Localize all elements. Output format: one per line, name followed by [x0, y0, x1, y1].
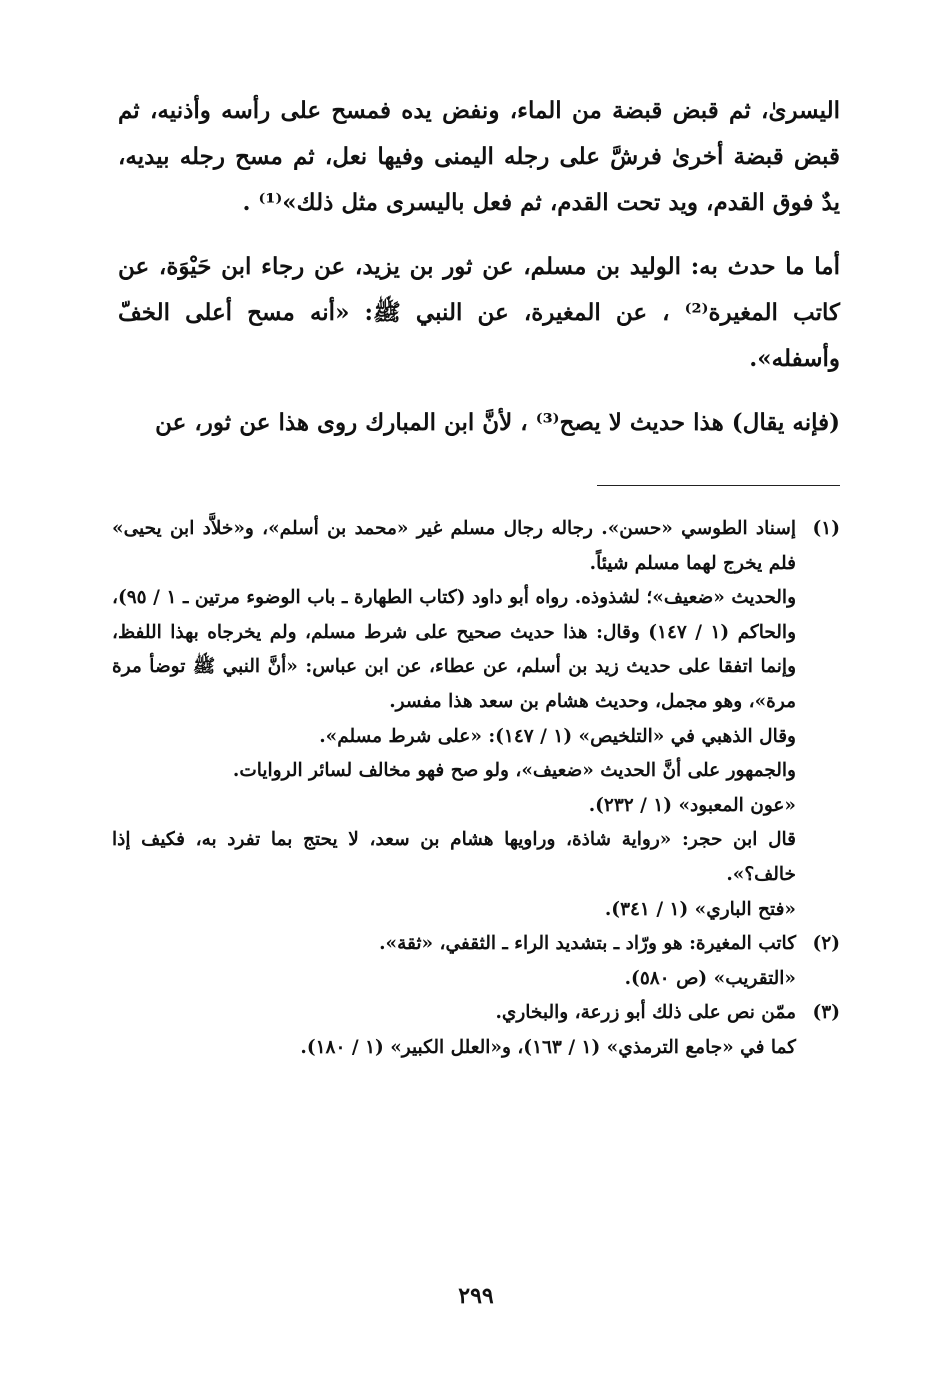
footnote-3 [112, 996, 840, 1065]
footnote-line: قال ابن حجر: «رواية شاذة، وراويها هشام بن سعد، لا يحتج بما تفرد به، فكيف إذا خالف؟». [112, 829, 796, 885]
footnote-1 [112, 512, 840, 927]
footnote-number: (٣) [812, 1002, 840, 1024]
footnote-line: «فتح الباري» (١ / ٣٤١). [604, 898, 796, 920]
footnote-line: كاتب المغيرة: هو ورّاد ـ بتشديد الراء ـ الثقفي، «ثقة». [379, 933, 796, 955]
footnote-separator [597, 485, 840, 486]
footnote-line: كما في «جامع الترمذي» (١ / ١٦٣)، و«العلل الكبير» (١ / ١٨٠). [300, 1036, 796, 1058]
page-number: ٢٩٩ [458, 1283, 494, 1309]
footnote-line: والجمهور على أنَّ الحديث «ضعيف»، ولو صح فهو مخالف لسائر الروايات. [232, 760, 796, 782]
footnote-line: «التقريب» (ص ٥٨٠). [624, 967, 796, 989]
footnote-line: والحديث «ضعيف»؛ لشذوذه. رواه أبو داود (كتاب الطهارة ـ باب الوضوء مرتين ـ ١ / ٩٥)، والحاكم (١ / ١٤٧) وقال: هذا حديث صحيح على شرط مسلم، ولم يخرجاه بهذا اللفظ، وإنما اتفقا على حديث زيد بن أسلم، عن عطاء، عن ابن عباس: «أنَّ النبي ﷺ توضأ مرة مرة»، وهو مجمل، وحديث هشام بن سعد هذا مفسر. [112, 587, 797, 712]
footnotes [112, 512, 840, 1066]
footnote-line: وقال الذهبي في «التلخيص» (١ / ١٤٧): «على شرط مسلم». [319, 725, 796, 747]
footnote-line: ممّن نص على ذلك أبو زرعة، والبخاري. [495, 1002, 796, 1024]
main-text [118, 88, 840, 464]
main-paragraph-2: أما ما حدث به: الوليد بن مسلم، عن ثور بن يزيد، عن رجاء ابن حَيْوَة، عن كاتب المغيرة⁽²⁾ ، عن المغيرة، عن النبي ﷺ: «أنه مسح أعلى الخفّ وأسفله». [118, 253, 840, 372]
footnote-body [112, 996, 796, 1065]
main-paragraph-3: (فإنه يقال) هذا حديث لا يصح⁽³⁾ ، لأنَّ ابن المبارك روى هذا عن ثور، عن [155, 409, 840, 436]
footnote-body [112, 512, 796, 927]
footnote-line: إسناد الطوسي «حسن». رجاله رجال مسلم غير «محمد بن أسلم»، و«خلاَّد ابن يحيى» فلم يخرج لهما مسلم شيئاً. [112, 518, 796, 574]
footnote-body [112, 927, 796, 996]
footnote-line: «عون المعبود» (١ / ٢٣٢). [588, 794, 796, 816]
footnote-number: (١) [812, 518, 840, 539]
footnote-number: (٢) [812, 933, 840, 955]
footnote-2 [112, 927, 840, 996]
main-paragraph-1: اليسرىٰ، ثم قبض قبضة من الماء، ونفض يده فمسح على رأسه وأذنيه، ثم قبض قبضة أخرىٰ فرشَّ على رجله اليمنى وفيها نعل، ثم مسح رجله بيديه، يدٌ فوق القدم، ويد تحت القدم، ثم فعل باليسرى مثل ذلك»⁽¹⁾ . [118, 97, 840, 216]
